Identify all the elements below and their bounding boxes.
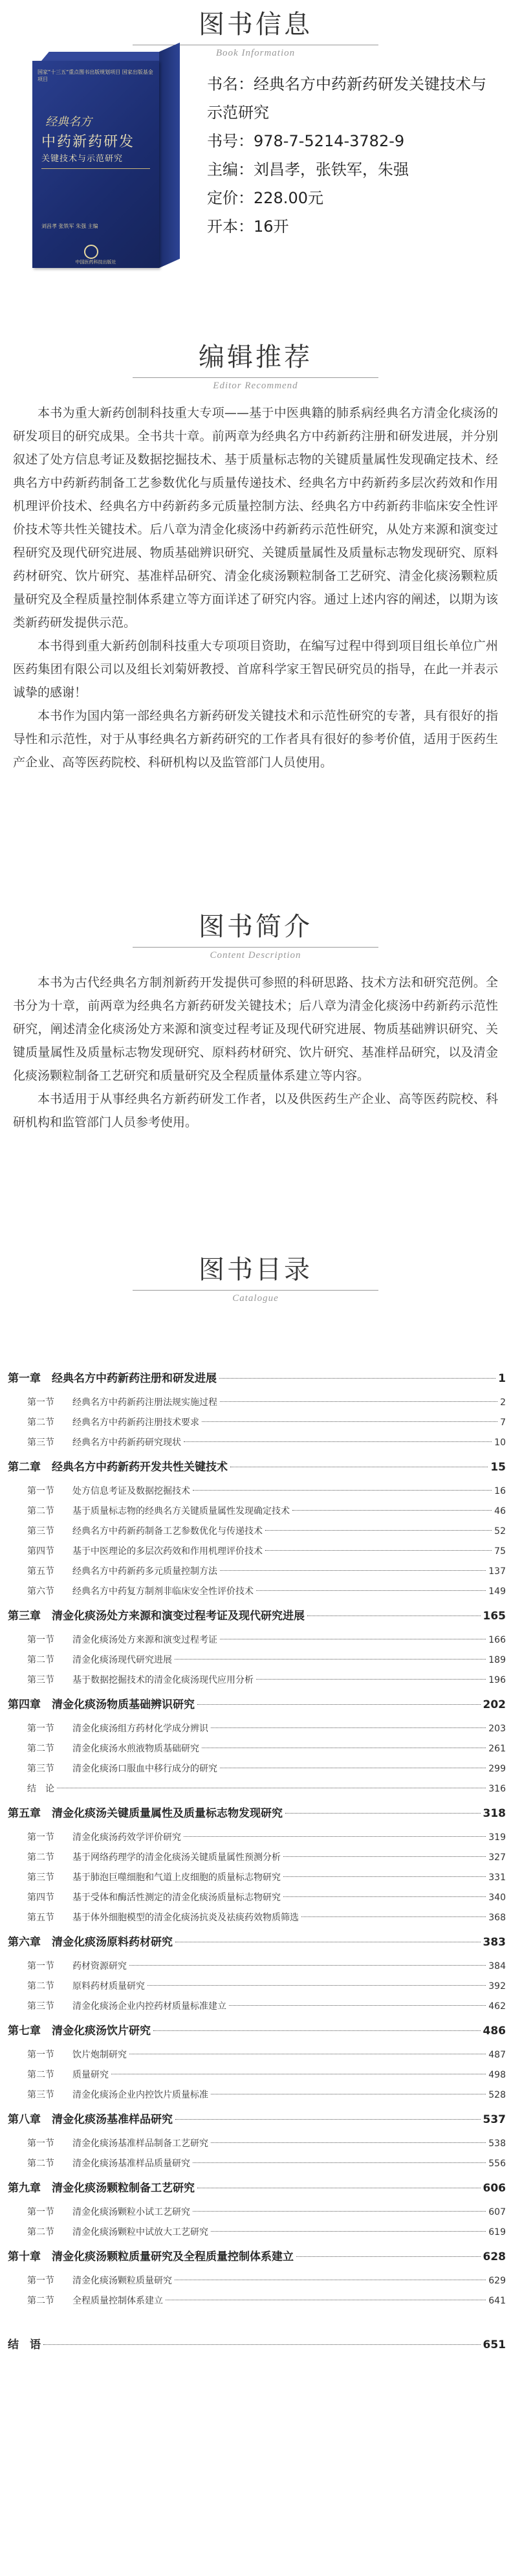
page-number: 16 [494,1486,506,1496]
toc-section [8,2065,506,2085]
section-title: 第二节 全程质量控制体系建立 [27,2296,163,2306]
dot-leader [211,1727,486,1728]
section-row [27,1522,506,1542]
title-label: 书名： [207,75,254,93]
dot-leader [193,1490,492,1491]
toc-chapter [8,1799,506,1828]
isbn-label: 书号： [207,132,254,150]
page-number: 327 [488,1852,506,1863]
cover-sub-title: 关键技术与示范研究 [41,154,124,164]
section-row [27,1433,506,1453]
section-title: 图书信息 [199,10,312,39]
dot-leader [197,1704,481,1705]
closing-row [8,2331,506,2359]
chapter-title: 第一章 经典名方中药新药注册和研发进展 [8,1372,217,1385]
content-description-body [13,971,498,1134]
section-title: 第一节 清金化痰汤颗粒小试工艺研究 [27,2207,190,2217]
cover-main-title: 中药新药研发 [41,134,135,150]
section-row [27,1739,506,1759]
page-number: 619 [488,2227,506,2237]
page-number: 7 [500,1417,506,1428]
section-row [27,2223,506,2243]
section-title: 第一节 药材资源研究 [27,1961,127,1971]
publisher-logo-icon [84,245,98,259]
chapter-row [8,1928,506,1957]
chapter-row [8,1364,506,1393]
toc-section [8,1779,506,1799]
chapter-row [8,2174,506,2203]
section-row [27,1502,506,1522]
section-row [27,2134,506,2154]
page-number: 537 [483,2113,506,2126]
cover-band-text: 国家“十三五”重点图书出版规划项目 国家出版基金项目 [38,69,153,82]
section-title: 第一节 清金化痰汤处方来源和演变过程考证 [27,1635,217,1645]
page-number: 149 [488,1586,506,1597]
section-title: 第三节 经典名方中药新药研究现状 [27,1438,181,1448]
toc-section [8,1671,506,1691]
toc-section [8,1413,506,1433]
page-number: 392 [488,1981,506,1992]
section-title: 第一节 清金化痰汤药效学评价研究 [27,1832,181,1843]
section-row [27,1908,506,1928]
dot-leader [211,2142,486,2143]
isbn-value: 978-7-5214-3782-9 [254,132,405,150]
section-title: 第四节 基于中医理论的多层次药效和作用机理评价技术 [27,1546,263,1557]
book-details [207,70,492,241]
page-number: 641 [488,2296,506,2306]
section-title: 第六节 经典名方中药复方制剂非临床安全性评价技术 [27,1586,254,1597]
page-number: 165 [483,1610,506,1623]
dot-leader [283,1856,486,1857]
dot-leader [129,1965,486,1966]
section-title: 第三节 清金化痰汤口服血中移行成分的研究 [27,1764,217,1774]
toc-chapter [8,2105,506,2134]
dot-leader [256,1679,486,1680]
toc-section [8,2085,506,2105]
chapter-row [8,2243,506,2271]
cover-publisher: 中国医药科技出版社 [75,260,116,265]
section-title: 第一节 清金化痰汤基准样品制备工艺研究 [27,2138,208,2149]
toc-section [8,1482,506,1502]
toc-section [8,2134,506,2154]
cover-front [32,61,159,268]
toc-section [8,2223,506,2243]
cover-top-edge [41,52,176,61]
dot-leader [153,2030,481,2031]
page-number: 607 [488,2207,506,2217]
section-row [27,1413,506,1433]
toc-section [8,1997,506,2017]
chapter-title: 第二章 经典名方中药新药开发共性关键技术 [8,1461,228,1474]
dot-leader [220,1570,486,1571]
page-number: 316 [488,1784,506,1794]
price-label: 定价： [207,189,254,207]
dot-leader [147,1985,486,1986]
page-number: 628 [483,2250,506,2263]
toc-section [8,1977,506,1997]
toc-section [8,1719,506,1739]
chapter-title: 第七章 清金化痰汤饮片研究 [8,2025,151,2037]
title-row [207,70,492,127]
page-number: 1 [498,1372,506,1385]
section-row [27,1582,506,1602]
chapter-title: 第五章 清金化痰汤关键质量属性及质量标志物发现研究 [8,1807,283,1820]
dot-leader [175,2119,481,2120]
section-row [27,2203,506,2223]
section-title: 第二节 原料药材质量研究 [27,1981,145,1992]
toc-section [8,1582,506,1602]
editor-row [207,155,492,184]
dot-leader [184,1441,492,1442]
chapter-title: 第八章 清金化痰汤基准样品研究 [8,2113,173,2126]
page-number: 487 [488,2050,506,2060]
page-number: 556 [488,2159,506,2169]
chapter-row [8,1602,506,1630]
chapter-row [8,1799,506,1828]
toc-chapter [8,2174,506,2203]
paragraph: 本书为重大新药创制科技重大专项——基于中医典籍的肺系病经典名方清金化痰汤的研发项目的研究成果。全书共十章。前两章为经典名方中药新药注册和研发进展，并分别叙述了处方信息考证及数据挖掘技术、基于质量标志物的关键质量属性发现确定技术、经典名方中药新药制备工艺参数优化与质量传递技术、经典名方中药新药多层次药效和作用机理评价技术、经典名方中药新药多元质量控制方法、经典名方中药新药非临床安全性评价技术等共性关键技术。后八章为清金化痰汤中药新药示范性研究，从处方来源和演变过程研究及现代研究进展、物质基础辨识研究、关键质量属性及质量标志物发现研究、原料药材研究、饮片研究、基准样品研究、清金化痰汤颗粒制备工艺研究、清金化痰汤颗粒质量研究及全程质量控制体系建立等方面详述了研究内容。通过上述内容的阐述，以期为该类新药研发提供示范。 [13,406,498,630]
toc-section [8,2045,506,2065]
page-number: 52 [494,1526,506,1537]
dot-leader [175,1659,486,1660]
section-subtitle: Editor Recommend [213,381,298,391]
page-number: 196 [488,1675,506,1685]
section-title: 第一节 经典名方中药新药注册法规实施过程 [27,1397,217,1408]
section-title: 第二节 清金化痰汤颗粒中试放大工艺研究 [27,2227,208,2237]
section-subtitle: Catalogue [232,1293,279,1304]
toc-section [8,1393,506,1413]
page-number: 15 [490,1461,506,1474]
section-title: 第二节 质量研究 [27,2070,109,2080]
section-row [27,1779,506,1799]
page-number: 340 [488,1893,506,1903]
dot-leader [229,2005,486,2006]
toc-section [8,1759,506,1779]
page-number: 10 [494,1438,506,1448]
dot-leader [285,1813,481,1814]
price-value: 228.00元 [254,189,323,207]
chapter-row [8,1453,506,1482]
section-subtitle: Book Information [215,48,296,58]
section-row [27,1562,506,1582]
page-number: 384 [488,1961,506,1971]
dot-leader [184,1836,486,1837]
title-value: 经典名方中药新药研发关键技术与示范研究 [207,75,486,122]
section-title: 第三节 清金化痰汤企业内控药材质量标准建立 [27,2001,226,2012]
chapter-title: 第四章 清金化痰汤物质基础辨识研究 [8,1698,195,1711]
section-row [27,1957,506,1977]
section-title: 第五节 经典名方中药新药多元质量控制方法 [27,1566,217,1577]
toc-section [8,2154,506,2174]
dot-leader [193,2162,486,2163]
section-title: 第三节 基于数据挖掘技术的清金化痰汤现代应用分析 [27,1675,254,1685]
section-row [27,2085,506,2105]
section-title: 图书简介 [199,912,312,942]
page-number: 318 [483,1807,506,1820]
toc-chapter [8,1364,506,1393]
toc-section [8,1868,506,1888]
toc-chapter [8,1928,506,1957]
section-title: 第二节 清金化痰汤现代研究进展 [27,1655,172,1665]
toc-chapter [8,2243,506,2271]
cover-authors: 刘昌孝 张铁军 朱强 主编 [41,223,98,229]
format-label: 开本： [207,217,254,236]
page-number: 528 [488,2090,506,2100]
chapter-title: 第九章 清金化痰汤颗粒制备工艺研究 [8,2182,195,2195]
page-number: 46 [494,1506,506,1516]
toc-section [8,1888,506,1908]
dot-leader [296,2256,481,2257]
dot-leader [202,1421,497,1422]
toc-section [8,1562,506,1582]
cover-script-title: 经典名方 [45,115,92,129]
toc-chapter [8,1453,506,1482]
section-title: 第二节 经典名方中药新药注册技术要求 [27,1417,199,1428]
page-number: 538 [488,2138,506,2149]
section-title: 第一节 清金化痰汤组方药材化学成分辨识 [27,1724,208,1734]
divider [133,947,378,948]
dot-leader [220,1401,497,1402]
book-cover [32,52,181,272]
section-row [27,2065,506,2085]
section-title: 第二节 基于质量标志物的经典名方关键质量属性发现确定技术 [27,1506,290,1516]
toc-section [8,1630,506,1650]
page-number: 299 [488,1764,506,1774]
section-row [27,1542,506,1562]
book-info-header [0,4,511,59]
page-number: 606 [483,2182,506,2195]
section-title: 图书目录 [199,1255,312,1285]
editor-recommend-body [13,401,498,774]
toc-section [8,1433,506,1453]
section-row [27,1848,506,1868]
section-row [27,1671,506,1691]
section-title: 第四节 基于受体和酶活性测定的清金化痰汤质量标志物研究 [27,1893,281,1903]
section-row [27,1997,506,2017]
dot-leader [301,1916,486,1917]
section-title: 第一节 处方信息考证及数据挖掘技术 [27,1486,190,1496]
page-number: 651 [483,2338,506,2351]
dot-leader [43,2344,481,2345]
paragraph: 本书适用于从事经典名方新药研发工作者，以及供医药生产企业、高等医药院校、科研机构和监管部门人员参考使用。 [13,1092,498,1129]
chapter-title: 第六章 清金化痰汤原料药材研究 [8,1936,173,1949]
divider [133,1290,378,1291]
page-number: 137 [488,1566,506,1577]
page-number: 319 [488,1832,506,1843]
dot-leader [256,1590,486,1591]
section-title: 第一节 饮片炮制研究 [27,2050,127,2060]
chapter-row [8,1691,506,1719]
page-number: 75 [494,1546,506,1557]
page-number: 166 [488,1635,506,1645]
toc-section [8,2271,506,2291]
chapter-title: 结 语 [8,2338,41,2351]
toc-section [8,1739,506,1759]
divider [133,377,378,378]
page-number: 368 [488,1913,506,1923]
chapter-title: 第十章 清金化痰汤颗粒质量研究及全程质量控制体系建立 [8,2250,294,2263]
section-title: 第二节 清金化痰汤水煎液物质基础研究 [27,1744,199,1754]
section-title: 第三节 经典名方中药新药制备工艺参数优化与传递技术 [27,1526,263,1537]
section-row [27,2291,506,2311]
toc-section [8,1542,506,1562]
section-row [27,1868,506,1888]
dot-leader [193,2211,486,2212]
page-number: 331 [488,1872,506,1883]
page-number: 486 [483,2025,506,2037]
section-title: 结 论 [27,1784,54,1794]
paragraph: 本书作为国内第一部经典名方新药研发关键技术和示范性研究的专著，具有很好的指导性和示范性，对于从事经典名方新药研究的工作者具有很好的参考价值，适用于医药生产企业、高等医药院校、科研机构以及监管部门人员使用。 [13,709,498,770]
page-number: 261 [488,1744,506,1754]
chapter-row [8,2017,506,2045]
table-of-contents [8,1364,506,2359]
chapter-row [8,2105,506,2134]
toc-section [8,1650,506,1671]
section-title: 编辑推荐 [199,342,312,372]
dot-leader [211,2231,486,2232]
dot-leader [265,1550,492,1551]
toc-section [8,1908,506,1928]
toc-section [8,1502,506,1522]
dot-leader [283,1896,486,1897]
content-description-header [0,906,511,961]
section-row [27,2154,506,2174]
section-title: 第五节 基于体外细胞模型的清金化痰汤抗炎及祛痰药效物质筛选 [27,1913,299,1923]
section-row [27,1630,506,1650]
page-number: 2 [500,1397,506,1408]
dot-leader [292,1510,492,1511]
toc-section [8,1848,506,1868]
section-row [27,2271,506,2291]
toc-chapter [8,1602,506,1630]
toc-closing [8,2331,506,2359]
page-number: 189 [488,1655,506,1665]
section-row [27,1977,506,1997]
dot-leader [219,1378,495,1379]
page-number: 203 [488,1724,506,1734]
editor-recommend-header [0,337,511,392]
toc-section [8,2291,506,2311]
dot-leader [265,1530,492,1531]
section-title: 第二节 基于网络药理学的清金化痰汤关键质量属性预测分析 [27,1852,281,1863]
toc-chapter [8,2017,506,2045]
section-row [27,1482,506,1502]
section-title: 第二节 清金化痰汤基准样品质量研究 [27,2159,190,2169]
section-row [27,1828,506,1848]
section-row [27,1393,506,1413]
section-title: 第一节 清金化痰汤颗粒质量研究 [27,2276,172,2286]
toc-section [8,1828,506,1848]
toc-chapter [8,1691,506,1719]
format-value: 16开 [254,217,289,236]
cover-divider [41,168,150,169]
section-title: 第三节 基于肺泡巨噬细胞和气道上皮细胞的质量标志物研究 [27,1872,281,1883]
page-number: 498 [488,2070,506,2080]
page-number: 383 [483,1936,506,1949]
isbn-row [207,127,492,155]
section-row [27,1759,506,1779]
toc-section [8,2203,506,2223]
section-title: 第三节 清金化痰汤企业内控饮片质量标准 [27,2090,208,2100]
page-number: 462 [488,2001,506,2012]
chapter-title: 第三章 清金化痰汤处方来源和演变过程考证及现代研究进展 [8,1610,305,1623]
page-number: 629 [488,2276,506,2286]
page-number: 202 [483,1698,506,1711]
catalogue-header [0,1249,511,1304]
section-row [27,2045,506,2065]
toc-section [8,1957,506,1977]
paragraph: 本书得到重大新药创制科技重大专项项目资助，在编写过程中得到项目组长单位广州医药集团有限公司以及组长刘菊妍教授、首席科学家王智民研究员的指导，在此一并表示诚挚的感谢！ [13,639,498,700]
section-row [27,1719,506,1739]
format-row [207,212,492,241]
editor-label: 主编： [207,161,254,179]
section-row [27,1650,506,1671]
section-row [27,1888,506,1908]
paragraph: 本书为古代经典名方制剂新药开发提供可参照的科研思路、技术方法和研究范例。全书分为十章，前两章为经典名方新药研发关键技术；后八章为清金化痰汤中药新药示范性研究，阐述清金化痰汤处方来源和演变过程考证及现代研究进展、物质基础辨识研究、关键质量属性及质量标志物发现研究、原料药材研究、饮片研究、基准样品研究，以及清金化痰汤颗粒制备工艺研究和质量研究及全程质量体系建立等内容。 [13,975,498,1083]
cover-spine [159,43,180,268]
toc-section [8,1522,506,1542]
price-row [207,184,492,212]
editor-value: 刘昌孝，张铁军，朱强 [254,161,409,179]
dot-leader [283,1876,486,1877]
section-subtitle: Content Description [210,950,301,960]
